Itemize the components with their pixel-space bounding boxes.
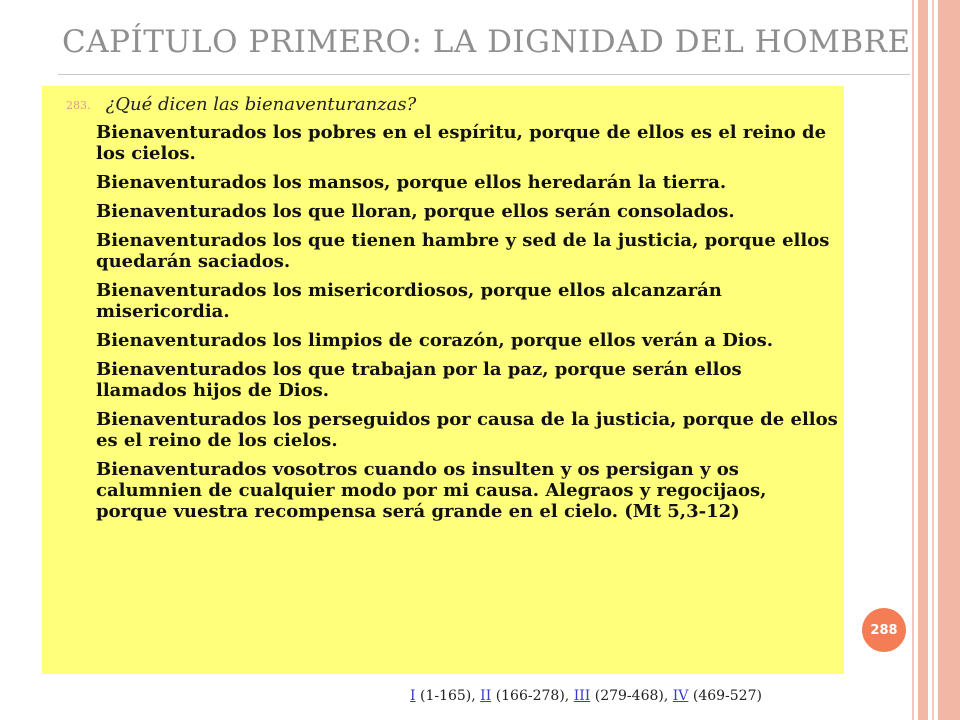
range-part-iv: (469-527) — [692, 688, 762, 704]
decorative-stripe — [918, 0, 928, 720]
list-item: Bienaventurados los pobres en el espíritu, porque de ellos es el reino de los cielos. — [96, 122, 827, 164]
list-item: Bienaventurados los misericordiosos, porque ellos alcanzarán misericordia. — [96, 280, 722, 322]
link-part-i[interactable]: I — [410, 688, 416, 704]
list-item: Bienaventurados los que trabajan por la paz, porque serán ellos llamados hijos de Dios. — [96, 359, 742, 401]
list-item: Bienaventurados vosotros cuando os insulten y os persigan y os calumnien de cualquier modo por mi causa. Alegraos y regocijaos, porque vuestra recompensa será grande en el cielo. (Mt 5,3-12) — [96, 459, 767, 522]
page-number: 288 — [870, 622, 898, 638]
decorative-stripe — [932, 0, 934, 720]
list-item: Bienaventurados los mansos, porque ellos heredarán la tierra. — [96, 172, 727, 193]
list-item: Bienaventurados los que tienen hambre y sed de la justicia, porque ellos quedarán saciados. — [96, 230, 830, 272]
beatitudes-list — [96, 122, 838, 530]
decorative-stripe — [938, 0, 960, 720]
list-item: Bienaventurados los perseguidos por causa de la justicia, porque de ellos es el reino de los cielos. — [96, 409, 838, 451]
footer-navigation — [410, 688, 762, 704]
page-number-badge — [862, 608, 906, 652]
title-divider — [58, 74, 910, 75]
range-part-iii: (279-468), — [594, 688, 669, 704]
range-part-i: (1-165), — [419, 688, 476, 704]
question-number: 283. — [66, 99, 91, 112]
question-text: ¿Qué dicen las bienaventuranzas? — [105, 94, 417, 115]
decorative-stripe — [912, 0, 914, 720]
list-item: Bienaventurados los que lloran, porque ellos serán consolados. — [96, 201, 735, 222]
link-part-iii[interactable]: III — [573, 688, 591, 704]
link-part-iv[interactable]: IV — [672, 688, 689, 704]
slide-title: CAPÍTULO PRIMERO: LA DIGNIDAD DEL HOMBRE — [62, 24, 911, 60]
link-part-ii[interactable]: II — [480, 688, 492, 704]
list-item: Bienaventurados los limpios de corazón, porque ellos verán a Dios. — [96, 330, 774, 351]
range-part-ii: (166-278), — [495, 688, 570, 704]
question-row — [66, 94, 416, 115]
